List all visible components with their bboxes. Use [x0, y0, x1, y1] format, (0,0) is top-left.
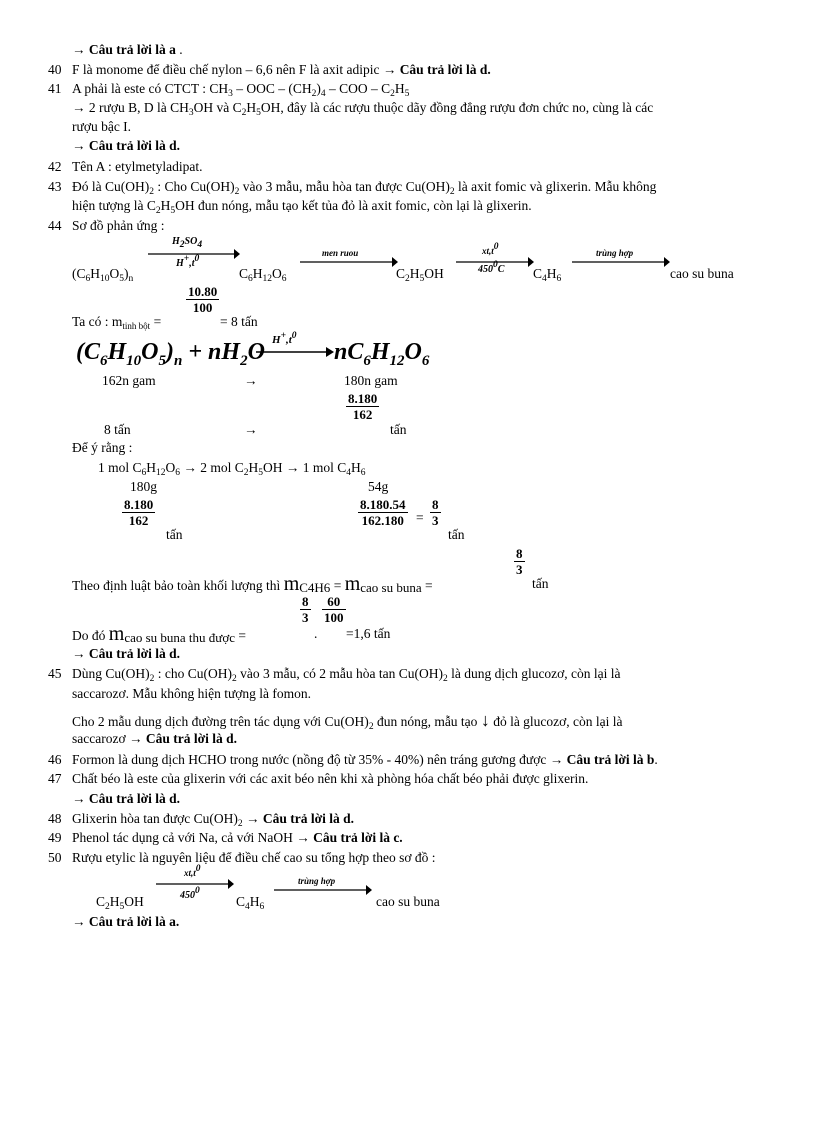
arrow-right-icon: →	[382, 62, 397, 77]
unit: tấn	[390, 422, 407, 437]
subscript: cao su buna	[360, 580, 422, 595]
text: nC	[334, 339, 364, 365]
superscript: 0	[493, 242, 499, 252]
text: Ta có : m	[72, 314, 123, 329]
subscript: 2	[449, 187, 455, 197]
text: 450	[180, 890, 195, 901]
arrow-label-temperature: $450^0C$	[478, 260, 505, 275]
arrow-right-icon: →	[72, 791, 86, 806]
arrow-label-temperature	[180, 886, 200, 901]
text: m	[344, 573, 361, 595]
text: là dung dịch glucozơ, còn lại là	[447, 666, 621, 681]
arrow-label-h2so4: $H_2SO_4$	[172, 236, 203, 250]
subscript: 5	[170, 206, 176, 216]
arrow-right-icon: →	[549, 752, 564, 767]
subscript: 2	[234, 187, 240, 197]
subscript: 5	[404, 89, 410, 99]
numerator: 8	[302, 594, 309, 609]
subscript: 5	[119, 902, 125, 912]
text: 450	[478, 264, 493, 275]
numerator: 8	[432, 497, 439, 512]
superscript: 0	[194, 254, 200, 264]
multiply-dot: .	[314, 626, 318, 641]
item-45-line-4	[72, 731, 237, 747]
scheme-butadiene: $C_4H_6$	[236, 894, 265, 912]
text: H	[160, 198, 171, 213]
scheme-ethanol: $C_2H_5OH$	[396, 266, 444, 284]
superscript: +	[183, 254, 190, 264]
subscript: 2	[155, 206, 161, 216]
subscript: 4	[245, 902, 250, 912]
item-number-41: 41	[48, 81, 62, 96]
unit: tấn	[166, 527, 183, 542]
subscript: 12	[156, 468, 166, 478]
answer-line-44	[72, 646, 180, 662]
text: OH đun nóng, mẫu tạo kết tủa đỏ là axit fomic, còn lại là glixerin.	[175, 198, 532, 213]
item-42-text: Tên A : etylmetyladipat.	[72, 159, 203, 174]
text: OH → 1 mol C	[263, 460, 347, 475]
item-41-line-2	[72, 100, 653, 116]
text: )	[316, 81, 321, 96]
subscript: 5	[419, 274, 425, 284]
subscript: 6	[259, 902, 265, 912]
mole-relation: 1 mol $C_6H_{12}O_6 \to 2$ mol $C_2H_5OH \to 1$ mol $C_4H_6$	[98, 460, 366, 478]
subscript: 6	[363, 353, 371, 369]
subscript: 2	[390, 89, 395, 99]
text: Do đó	[72, 628, 109, 643]
fraction-eight-thirds	[430, 497, 441, 528]
starch-mass-line	[72, 304, 161, 340]
scheme-ethanol: $C_2H_5OH$	[96, 894, 144, 912]
text: – COO – C	[325, 81, 391, 96]
subscript: 12	[389, 353, 405, 369]
superscript: 0	[195, 886, 200, 896]
item-46-text	[72, 752, 658, 768]
item-number-45: 45	[48, 666, 62, 681]
text: vào 3 mẫu, có 2 mẫu hòa tan Cu(OH)	[236, 666, 443, 681]
item-number-46: 46	[48, 752, 62, 767]
numerator: 8	[516, 546, 523, 561]
arrow-right-icon: →	[72, 138, 86, 153]
text: H	[370, 339, 390, 365]
subscript: 4	[320, 89, 326, 99]
subscript: 2	[179, 240, 185, 250]
subscript: 5	[158, 353, 167, 369]
numerator: 60	[322, 594, 346, 610]
subscript: 6	[556, 274, 562, 284]
text: C	[533, 266, 543, 281]
text: saccarozơ	[72, 731, 129, 746]
answer-text: Câu trả lời là d.	[88, 138, 180, 153]
denominator: 3	[302, 610, 309, 625]
subscript: 3	[228, 89, 233, 99]
text: 1 mol C	[98, 460, 142, 475]
subscript: 6	[85, 274, 91, 284]
arrow-label-h-t: $H^+,t^0$	[176, 254, 200, 269]
fraction-eight-thirds	[300, 594, 311, 625]
scheme-rubber: cao su buna	[376, 894, 440, 909]
subscript: 6	[100, 353, 108, 369]
superscript: 0	[195, 864, 201, 874]
subscript: 4	[197, 240, 203, 250]
conservation-line	[72, 574, 433, 596]
arrow-right-icon: →	[128, 731, 143, 746]
text: =	[150, 314, 162, 329]
text: OH, đây là các rượu thuộc dãy đồng đẳng rượu đơn chức no, cùng là các	[260, 100, 654, 115]
text: → 2 mol C	[180, 460, 244, 475]
answer-text: Câu trả lời là d.	[88, 791, 180, 806]
text: Cho 2 mẫu dung dịch đường trên tác dụng với Cu(OH)	[72, 714, 369, 729]
mass-butadiene: 54g	[368, 479, 389, 494]
fraction-eight-thirds	[514, 546, 525, 577]
ratio-left-2: 8 tấn	[104, 422, 131, 437]
subscript: 2	[241, 108, 247, 118]
subscript: 2	[368, 722, 374, 732]
result-line	[72, 624, 246, 646]
final-result: =1,6 tấn	[346, 626, 391, 641]
arrow-right-icon: →	[72, 914, 86, 929]
denominator: 3	[432, 513, 439, 528]
text: hiện tượng là C	[72, 198, 156, 213]
subscript: 2	[149, 674, 155, 684]
arrow-label-h-t: $H^+,t^0$	[272, 331, 297, 346]
arrow-label-catalyst	[184, 864, 201, 878]
item-44-text: Sơ đồ phản ứng :	[72, 218, 165, 233]
answer-text: Câu trả lời là d.	[399, 62, 491, 77]
item-number-40: 40	[48, 62, 62, 77]
answer-line-47	[72, 791, 180, 807]
scheme-butadiene: $C_4H_6$	[533, 266, 562, 284]
text: là axit fomic và glixerin. Mẫu không	[454, 179, 657, 194]
answer-line-39	[72, 42, 183, 58]
text: : Cho Cu(OH)	[154, 179, 235, 194]
text: =	[234, 628, 246, 643]
denominator: 100	[192, 300, 213, 315]
text: =	[330, 578, 345, 593]
subscript: 10	[100, 274, 110, 284]
subscript: 2	[105, 902, 110, 912]
text: H	[272, 334, 281, 346]
item-45-line-3	[72, 712, 623, 730]
text: 2 rượu B, D là CH	[85, 100, 189, 115]
numerator: 10.80	[188, 284, 218, 299]
item-41-line-3: rượu bậc I.	[72, 119, 132, 134]
answer-text: Câu trả lời là a	[88, 42, 176, 57]
item-number-48: 48	[48, 811, 62, 826]
text: H	[176, 258, 184, 269]
scheme-glucose: $C_6H_{12}O_6$	[239, 266, 287, 284]
arrow-right-icon: →	[72, 100, 86, 115]
subscript: 6	[360, 468, 366, 478]
text: C	[236, 894, 246, 909]
item-45-line-2: saccarozơ. Mẫu không hiện tượng là fomon.	[72, 686, 312, 701]
fraction-yield	[322, 594, 346, 625]
subscript: 6	[175, 468, 181, 478]
subscript: 2	[232, 674, 237, 684]
item-43-line-1	[72, 179, 656, 195]
superscript: 0	[493, 260, 498, 270]
text: xt,t	[482, 246, 494, 256]
text: – OOC – (CH	[232, 81, 312, 96]
text: đun nóng, mẫu tạo	[373, 714, 481, 729]
hydrolysis-equation-right: $nC_6H_{12}O_6$	[334, 339, 430, 369]
period: .	[175, 42, 183, 57]
subscript: 6	[141, 468, 147, 478]
denominator: 162	[128, 513, 149, 528]
subscript: 5	[256, 108, 261, 118]
superscript: 0	[291, 331, 297, 341]
period: .	[654, 752, 658, 767]
subscript: 2	[149, 187, 154, 197]
item-number-49: 49	[48, 830, 62, 845]
answer-text: Câu trả lời là b	[566, 752, 655, 767]
text: xt,t	[184, 868, 196, 878]
arrow-right-icon: →	[246, 811, 260, 826]
fraction-butadiene	[358, 497, 408, 528]
text: C	[239, 266, 249, 281]
arrow-label-polymerization: trùng hợp	[298, 876, 336, 886]
subscript: 6	[281, 274, 287, 284]
item-49-text	[72, 830, 403, 846]
text: H	[172, 236, 180, 247]
text: m	[283, 573, 300, 595]
item-43-line-2	[72, 198, 532, 214]
subscript: n	[128, 274, 134, 284]
answer-text: Câu trả lời là d.	[88, 646, 180, 661]
arrow-label-catalyst	[482, 242, 499, 256]
mass-glucose: 180g	[130, 479, 157, 494]
item-48-text	[72, 811, 354, 827]
ratio-arrow-2: →	[244, 422, 258, 437]
subscript: tinh bột	[122, 321, 151, 331]
text: =	[421, 578, 433, 593]
text: C	[96, 894, 106, 909]
item-number-44: 44	[48, 218, 62, 233]
numerator: 8.180	[348, 391, 378, 406]
text: : cho Cu(OH)	[154, 666, 232, 681]
subscript: 2	[243, 468, 249, 478]
text: (C	[76, 339, 100, 365]
subscript: 6	[248, 274, 253, 284]
subscript: 2	[237, 819, 243, 829]
item-40-text	[72, 62, 491, 78]
subscript: 3	[188, 108, 194, 118]
text: Phenol tác dụng cả với Na, cả với NaOH	[72, 830, 297, 845]
starch-mass-result: = 8 tấn	[220, 314, 258, 329]
subscript: 12	[262, 274, 273, 284]
numerator: 8.180.54	[360, 497, 406, 512]
text: vào 3 mẫu, mẫu hòa tan được Cu(OH)	[239, 179, 450, 194]
subscript: 5	[119, 274, 124, 284]
item-50-text: Rượu etylic là nguyên liệu để điều chế cao su tổng hợp theo sơ đồ :	[72, 850, 436, 865]
subscript: 2	[442, 674, 448, 684]
subscript: n	[174, 353, 183, 369]
unit: tấn	[532, 576, 549, 591]
subscript: 10	[126, 353, 142, 369]
text: Dùng Cu(OH)	[72, 666, 150, 681]
text: Glixerin hòa tan được Cu(OH)	[72, 811, 238, 826]
item-45-line-1	[72, 666, 621, 682]
item-number-42: 42	[48, 159, 62, 174]
denominator: 162	[352, 407, 373, 422]
text: OH và C	[193, 100, 242, 115]
answer-text: Câu trả lời là d.	[145, 731, 237, 746]
subscript: 2	[240, 353, 248, 369]
item-47-text: Chất béo là este của glixerin với các axit béo nên khi xà phòng hóa chất béo phải được glixerin.	[72, 771, 589, 786]
ratio-left-1: 162n gam	[102, 373, 156, 388]
subscript: 6	[421, 353, 430, 369]
text: C	[396, 266, 406, 281]
subscript: cao su buna thu được	[124, 630, 235, 645]
answer-text: Câu trả lời là a.	[88, 914, 180, 929]
answer-line-50	[72, 914, 179, 930]
arrow-down-icon: ↓	[480, 710, 490, 730]
arrow-label-fermentation: men ruou	[322, 248, 359, 258]
numerator: 8.180	[124, 497, 154, 512]
text: A phải là este có CTCT : CH	[72, 81, 229, 96]
subscript: 4	[542, 274, 547, 284]
subscript: 2	[311, 89, 317, 99]
subscript: 2	[405, 274, 410, 284]
ratio-arrow-1: →	[244, 373, 258, 388]
text: Theo định luật bảo toàn khối lượng thì	[72, 578, 284, 593]
fraction-starch	[186, 284, 219, 315]
ratio-right-1: 180n gam	[344, 373, 398, 388]
denominator: 100	[324, 610, 344, 625]
fraction-glucose	[346, 391, 379, 422]
item-number-43: 43	[48, 179, 62, 194]
denominator: 162.180	[361, 513, 404, 528]
item-number-50: 50	[48, 850, 62, 865]
denominator: 3	[516, 562, 523, 577]
text: Formon là dung dịch HCHO trong nước (nồng độ từ 35% - 40%) nên tráng gương được	[72, 752, 550, 767]
item-number-47: 47	[48, 771, 62, 786]
answer-text: Câu trả lời là c.	[313, 830, 403, 845]
item-41-line-1	[72, 81, 409, 97]
text: + nH	[182, 339, 241, 365]
hydrolysis-equation-left: $(C_6H_{10}O_5)_n + nH_2O$	[76, 339, 265, 369]
arrow-right-icon: →	[72, 42, 86, 57]
answer-line-41	[72, 138, 180, 154]
text: m	[108, 623, 125, 645]
arrow-right-icon: →	[72, 646, 86, 661]
text: H	[246, 100, 257, 115]
text: O	[247, 339, 265, 365]
arrow-label-polymerization: trùng hợp	[596, 248, 634, 258]
text: Đó là Cu(OH)	[72, 179, 150, 194]
fraction-glucose-2	[122, 497, 155, 528]
scheme-rubber: cao su buna	[670, 266, 734, 281]
subscript: 5	[258, 468, 264, 478]
subscript: 4	[346, 468, 352, 478]
equals-sign: =	[416, 510, 424, 525]
subscript: C4H6	[299, 580, 331, 595]
text: H	[394, 81, 405, 96]
superscript: +	[280, 331, 286, 341]
note-heading: Để ý rằng :	[72, 440, 133, 455]
item-40-body: F là monome để điều chế nylon – 6,6 nên F là axit adipic	[72, 62, 383, 77]
reaction-arrow	[256, 346, 334, 358]
arrow-right-icon: →	[296, 830, 310, 845]
scheme-starch: $(C_6H_{10}O_5)_n$	[72, 266, 134, 284]
unit: tấn	[448, 527, 465, 542]
text: đỏ là glucozơ, còn lại là	[489, 714, 623, 729]
answer-text: Câu trả lời là d.	[262, 811, 355, 826]
text: (C	[72, 266, 86, 281]
